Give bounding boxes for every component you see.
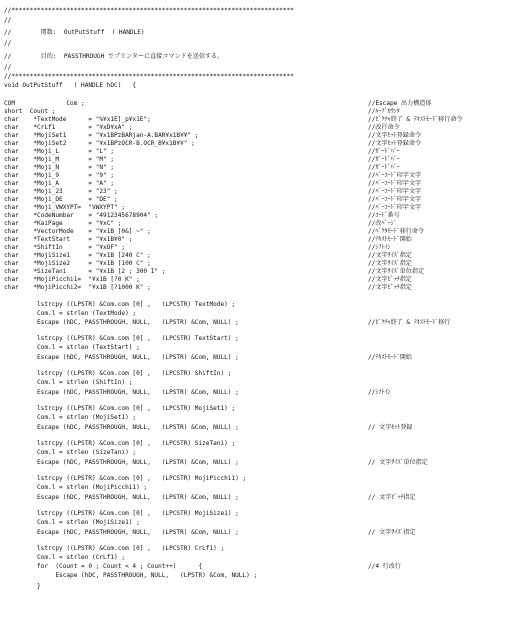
code-text: Escape (hDC, PASSTHROUGH, NULL, (LPSTR) &Com, NULL) ; bbox=[4, 389, 239, 396]
code-comment: //改行命令 bbox=[368, 124, 400, 131]
code-comment: //文字ｻｲｽﾞ指定 bbox=[368, 260, 412, 267]
code-comment: //ﾊﾞｰｺｰﾄﾞ印字文字 bbox=[368, 180, 422, 187]
code-text: char *KaiPage = "¥xC" ; bbox=[4, 220, 122, 227]
code-comment: // 文字ｻｲｽﾞ単位指定 bbox=[368, 459, 428, 466]
code-text: char *Moji_L = "L" ; bbox=[4, 148, 115, 155]
code-comment: //ｼﾌﾄｲﾝ bbox=[368, 389, 391, 396]
code-text: char *TextMode = "%¥x1E]_p¥x1E"; bbox=[4, 116, 151, 123]
code-line bbox=[4, 28, 516, 38]
code-text: Com.l = strlen (MojiSize1) ; bbox=[4, 519, 140, 526]
code-comment: //文字ｻｲｽﾞ指定 bbox=[368, 252, 412, 259]
code-text: char *CodeNumbar = "4912345678904" ; bbox=[4, 212, 159, 219]
code-comment: //文字ﾋﾟｯﾁ指定 bbox=[368, 276, 412, 283]
code-line bbox=[4, 493, 516, 503]
code-line bbox=[4, 448, 516, 458]
code-text: void OutPutStuff ( HANDLE hDC) { bbox=[4, 82, 137, 89]
code-comment: //文字ｾｯﾄ登録命令 bbox=[368, 140, 422, 147]
code-text: lstrcpy ((LPSTR) &Com.com [0] , (LPCSTR) ShiftIn) ; bbox=[4, 370, 232, 377]
code-text: char *MojiSize2 = "¥x1B [100 C" ; bbox=[4, 260, 151, 267]
code-comment: //ﾃｷｽﾄﾓｰﾄﾞ開始 bbox=[368, 354, 412, 361]
code-comment: //ｼﾌﾄｲﾝ bbox=[368, 244, 391, 251]
code-text: // 関数: OutPutStuff ( HANDLE) bbox=[4, 29, 145, 36]
code-comment: //4 行改行 bbox=[368, 563, 401, 570]
code-text: char *Moji_9 = "9" ; bbox=[4, 172, 115, 179]
code-line bbox=[4, 353, 516, 363]
code-comment: //ｶﾞｰﾄﾞﾊﾞｰ bbox=[368, 164, 400, 171]
code-text: Com.l = strlen (MojiPicchi1) ; bbox=[4, 484, 148, 491]
code-comment: //ﾙｰﾌﾟｶｳﾝﾀ bbox=[368, 108, 400, 115]
code-text: // bbox=[4, 40, 12, 47]
code-text: // bbox=[4, 17, 12, 24]
code-text: char *VectorMode = "¥x1B [0&] ~" ; bbox=[4, 228, 151, 235]
code-text: Com.l = strlen (ShiftIn) ; bbox=[4, 379, 133, 386]
code-text: lstrcpy ((LPSTR) &Com.com [0] , (LPCSTR) MojiSet1) ; bbox=[4, 405, 236, 412]
code-text: char *Moji_DE = "DE" ; bbox=[4, 196, 118, 203]
code-line bbox=[4, 343, 516, 353]
code-text: COM Com ; bbox=[4, 100, 85, 107]
code-text: lstrcpy ((LPSTR) &Com.com [0] , (LPCSTR) MojiPicchi1) ; bbox=[4, 475, 247, 482]
code-text: char *Moji_23 = "23" ; bbox=[4, 188, 118, 195]
code-text: char *MojiSet2 = "¥x1BPzOCR-B.OCR_B¥x1B¥¥" ; bbox=[4, 140, 195, 147]
code-text: } bbox=[4, 583, 41, 590]
code-text: Escape (hDC, PASSTHROUGH, NULL, (LPSTR) &Com, NULL) ; bbox=[4, 459, 239, 466]
code-comment: //ﾋﾞｸﾁｬ終了 & ﾃｷｽﾄﾓｰﾄﾞ移行命令 bbox=[368, 116, 463, 123]
code-text: char *CrLf1 = "¥xD¥xA" ; bbox=[4, 124, 133, 131]
code-line bbox=[4, 283, 516, 293]
code-text: // 目的: PASSTHROUGH でプリンターに直接コマンドを送信する。 bbox=[4, 53, 224, 60]
code-text: Escape (hDC, PASSTHROUGH, NULL, (LPSTR) &Com, NULL) ; bbox=[4, 494, 239, 501]
code-comment: //文字ｻｲｽﾞ単位指定 bbox=[368, 268, 425, 275]
code-comment: //ｺｰﾄﾞ番号 bbox=[368, 212, 400, 219]
code-line bbox=[4, 413, 516, 423]
code-text: char *Moji_A = "A" ; bbox=[4, 180, 115, 187]
code-line bbox=[4, 388, 516, 398]
code-text: char *TextStart = "¥x1B¥0" ; bbox=[4, 236, 133, 243]
code-comment: // 文字ｾｯﾄ登録 bbox=[368, 424, 413, 431]
code-text: Com.l = strlen (SizeTani) ; bbox=[4, 449, 137, 456]
code-text: char *ShiftIn = "¥xOF" ; bbox=[4, 244, 126, 251]
code-text: Escape (hDC, PASSTHROUGH, NULL, (LPSTR) &Com, NULL) ; bbox=[4, 529, 239, 536]
code-text: Escape (hDC, PASSTHROUGH, NULL, (LPSTR) &Com, NULL) ; bbox=[4, 572, 258, 579]
code-text: char *MojiSet1 = "¥x1BPzBARjan-A.BAR¥x1B¥¥" ; bbox=[4, 132, 199, 139]
code-line bbox=[4, 52, 516, 62]
code-comment: //Escape 出力構造体 bbox=[368, 100, 432, 107]
code-text: lstrcpy ((LPSTR) &Com.com [0] , (LPCSTR) TextMode) ; bbox=[4, 301, 236, 308]
code-line bbox=[4, 528, 516, 538]
code-line bbox=[4, 81, 516, 91]
code-text: Escape (hDC, PASSTHROUGH, NULL, (LPSTR) &Com, NULL) ; bbox=[4, 354, 239, 361]
code-text: char *MojiPicchi2= "¥x1B [?1000 K" ; bbox=[4, 284, 151, 291]
code-comment: //文字ｾｯﾄ登録命令 bbox=[368, 132, 422, 139]
code-text: Com.l = strlen (TextMode) ; bbox=[4, 310, 137, 317]
code-comment: //ﾋﾞｸﾁｬ終了 & ﾃｷｽﾄﾓｰﾄﾞ移行 bbox=[368, 319, 451, 326]
code-comment: //改ﾍﾟｰｼﾞ bbox=[368, 220, 397, 227]
code-comment: // 文字ﾋﾟｯﾁ指定 bbox=[368, 494, 416, 501]
code-line bbox=[4, 458, 516, 468]
code-line bbox=[4, 6, 516, 16]
code-text: lstrcpy ((LPSTR) &Com.com [0] , (LPCSTR) TextStart) ; bbox=[4, 335, 239, 342]
code-line bbox=[4, 571, 516, 581]
code-line bbox=[4, 423, 516, 433]
code-comment: // 文字ｻｲｽﾞ指定 bbox=[368, 529, 416, 536]
code-comment: //ﾊﾞｰｺｰﾄﾞ印字文字 bbox=[368, 196, 422, 203]
code-comment: //ﾊﾞｰｺｰﾄﾞ印字文字 bbox=[368, 188, 422, 195]
code-text: char *SizeTani = "¥x1B [2 ; 300 I" ; bbox=[4, 268, 166, 275]
code-comment: //ﾊﾞｰｺｰﾄﾞ印字文字 bbox=[368, 172, 422, 179]
code-text: char *MojiSize1 = "¥x1B [240 C" ; bbox=[4, 252, 151, 259]
code-line bbox=[4, 582, 516, 592]
code-comment: //文字ﾋﾟｯﾁ指定 bbox=[368, 284, 412, 291]
code-comment: //ﾊﾞｰｺｰﾄﾞ印字文字 bbox=[368, 204, 422, 211]
code-text: char *Moji_VWXYPT= "VWXYPT" ; bbox=[4, 204, 126, 211]
code-text: // bbox=[4, 64, 12, 71]
code-comment: //ﾍﾞｸﾀﾓｰﾄﾞ移行命令 bbox=[368, 228, 425, 235]
code-text: for (Count = 0 ; Count < 4 ; Count++) { bbox=[4, 563, 203, 570]
code-text: char *Moji_M = "M" ; bbox=[4, 156, 115, 163]
code-line bbox=[4, 39, 516, 49]
code-listing bbox=[4, 6, 516, 636]
code-text: char *Moji_N = "N" ; bbox=[4, 164, 115, 171]
code-text: //***************************************************************************** bbox=[4, 7, 294, 14]
code-text: //***************************************************************************** bbox=[4, 73, 294, 80]
code-text: Com.l = strlen (CrLf1) ; bbox=[4, 554, 126, 561]
code-text: char *MojiPicchi1= "¥x1B [?0 K" ; bbox=[4, 276, 140, 283]
code-line bbox=[4, 318, 516, 328]
code-text: Escape (hDC, PASSTHROUGH, NULL, (LPSTR) &Com, NULL) ; bbox=[4, 319, 239, 326]
code-comment: //ﾃｷｽﾄﾓｰﾄﾞ開始 bbox=[368, 236, 412, 243]
code-text: short Count ; bbox=[4, 108, 56, 115]
code-line bbox=[4, 378, 516, 388]
code-comment: //ｶﾞｰﾄﾞﾊﾞｰ bbox=[368, 156, 400, 163]
code-text: Escape (hDC, PASSTHROUGH, NULL, (LPSTR) &Com, NULL) ; bbox=[4, 424, 239, 431]
code-text: lstrcpy ((LPSTR) &Com.com [0] , (LPCSTR) SizeTani) ; bbox=[4, 440, 236, 447]
code-text: lstrcpy ((LPSTR) &Com.com [0] , (LPCSTR) CrLf1) ; bbox=[4, 545, 225, 552]
code-text: Com.l = strlen (TextStart) ; bbox=[4, 344, 140, 351]
code-text: lstrcpy ((LPSTR) &Com.com [0] , (LPCSTR) MojiSize1) ; bbox=[4, 510, 239, 517]
code-line bbox=[4, 16, 516, 26]
code-comment: //ｶﾞｰﾄﾞﾊﾞｰ bbox=[368, 148, 400, 155]
code-line bbox=[4, 518, 516, 528]
code-line bbox=[4, 483, 516, 493]
code-text: Com.l = strlen (MojiSet1) ; bbox=[4, 414, 137, 421]
